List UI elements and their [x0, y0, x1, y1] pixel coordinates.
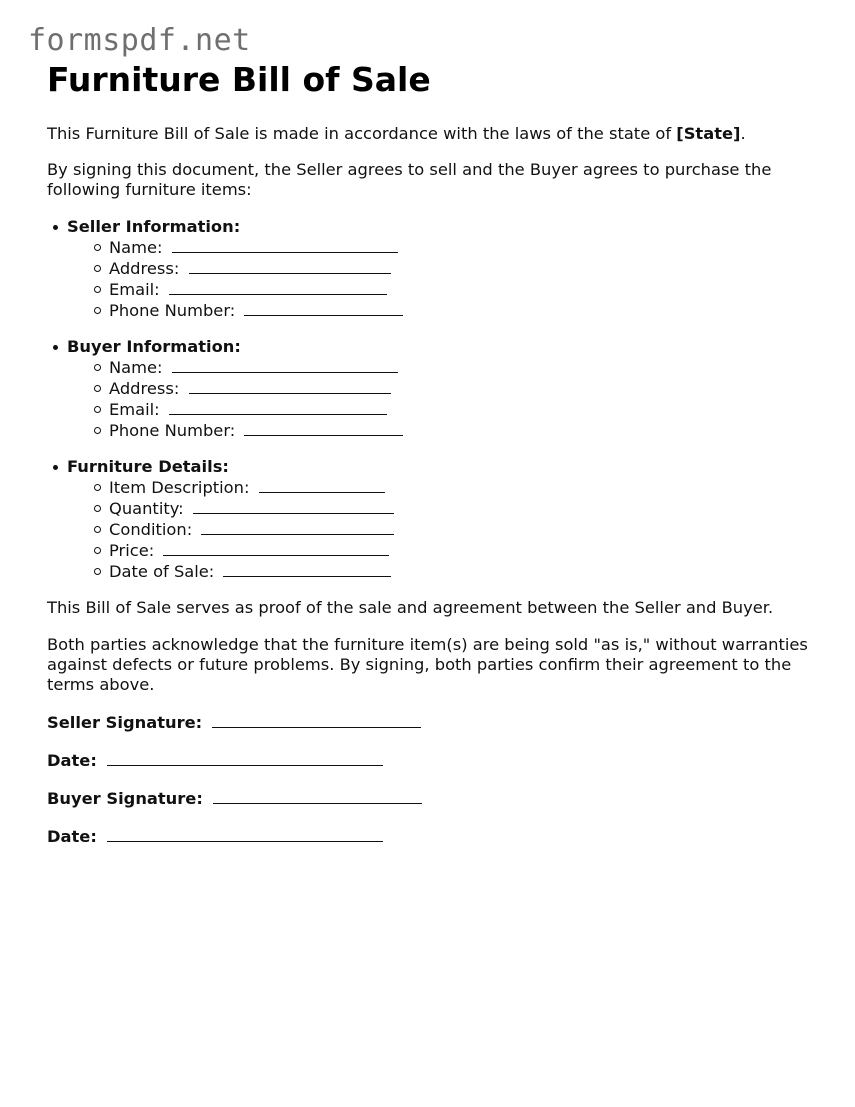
field-label: Quantity: — [109, 499, 184, 518]
field-label: Price: — [109, 541, 155, 560]
section-furniture — [67, 457, 817, 582]
state-placeholder: [State] — [676, 124, 741, 143]
field-buyer-phone — [109, 420, 817, 441]
seller-date-line — [47, 750, 817, 771]
field-label: Phone Number: — [109, 421, 236, 440]
section-seller — [67, 217, 817, 321]
field-label: Email: — [109, 400, 160, 419]
signature-label: Date: — [47, 751, 97, 770]
field-label: Name: — [109, 358, 163, 377]
field-list — [67, 237, 817, 321]
field-buyer-email — [109, 399, 817, 420]
field-seller-email — [109, 279, 817, 300]
section-title: Buyer Information: — [67, 337, 241, 356]
agreement-paragraph: By signing this document, the Seller agrees to sell and the Buyer agrees to purchase the following furniture items: — [47, 160, 772, 199]
field-label: Condition: — [109, 520, 193, 539]
field-label: Item Description: — [109, 478, 250, 497]
field-list — [67, 477, 817, 582]
field-condition — [109, 519, 817, 540]
field-seller-phone — [109, 300, 817, 321]
field-date-of-sale — [109, 561, 817, 582]
buyer-signature-field[interactable] — [213, 788, 422, 804]
field-label: Name: — [109, 238, 163, 257]
field-buyer-address — [109, 378, 817, 399]
field-label: Phone Number: — [109, 301, 236, 320]
section-buyer — [67, 337, 817, 441]
sections-list — [47, 217, 817, 582]
section-title: Furniture Details: — [67, 457, 229, 476]
signature-label: Buyer Signature: — [47, 789, 203, 808]
field-price — [109, 540, 817, 561]
signature-label: Seller Signature: — [47, 713, 203, 732]
seller-signature-line — [47, 712, 817, 733]
fill-in-line[interactable] — [163, 540, 389, 556]
watermark: formspdf.net — [28, 23, 251, 58]
fill-in-line[interactable] — [169, 399, 387, 415]
intro-text: This Furniture Bill of Sale is made in accordance with the laws of the state of — [47, 124, 677, 143]
fill-in-line[interactable] — [172, 237, 398, 253]
seller-date-field[interactable] — [107, 750, 383, 766]
field-label: Address: — [109, 259, 180, 278]
section-title: Seller Information: — [67, 217, 241, 236]
fill-in-line[interactable] — [189, 378, 391, 394]
fill-in-line[interactable] — [201, 519, 394, 535]
field-seller-address — [109, 258, 817, 279]
intro-period: . — [740, 124, 746, 143]
buyer-date-field[interactable] — [107, 826, 383, 842]
fill-in-line[interactable] — [244, 300, 403, 316]
proof-paragraph: This Bill of Sale serves as proof of the sale and agreement between the Seller and Buyer. — [47, 598, 774, 617]
field-list — [67, 357, 817, 441]
buyer-signature-line — [47, 788, 817, 809]
fill-in-line[interactable] — [193, 498, 394, 514]
fill-in-line[interactable] — [244, 420, 403, 436]
field-quantity — [109, 498, 817, 519]
page-title: Furniture Bill of Sale — [47, 60, 431, 99]
field-label: Email: — [109, 280, 160, 299]
field-item-description — [109, 477, 817, 498]
signature-label: Date: — [47, 827, 97, 846]
field-label: Address: — [109, 379, 180, 398]
field-buyer-name — [109, 357, 817, 378]
acknowledgement-paragraph: Both parties acknowledge that the furniture item(s) are being sold "as is," without warranties against defects or future problems. By signing, both parties confirm their agreement to the terms above. — [47, 635, 808, 694]
intro-paragraph — [47, 124, 817, 144]
fill-in-line[interactable] — [223, 561, 391, 577]
fill-in-line[interactable] — [172, 357, 398, 373]
field-label: Date of Sale: — [109, 562, 215, 581]
document — [47, 60, 817, 847]
fill-in-line[interactable] — [189, 258, 391, 274]
field-seller-name — [109, 237, 817, 258]
seller-signature-field[interactable] — [212, 712, 421, 728]
buyer-date-line — [47, 826, 817, 847]
fill-in-line[interactable] — [259, 477, 385, 493]
fill-in-line[interactable] — [169, 279, 387, 295]
